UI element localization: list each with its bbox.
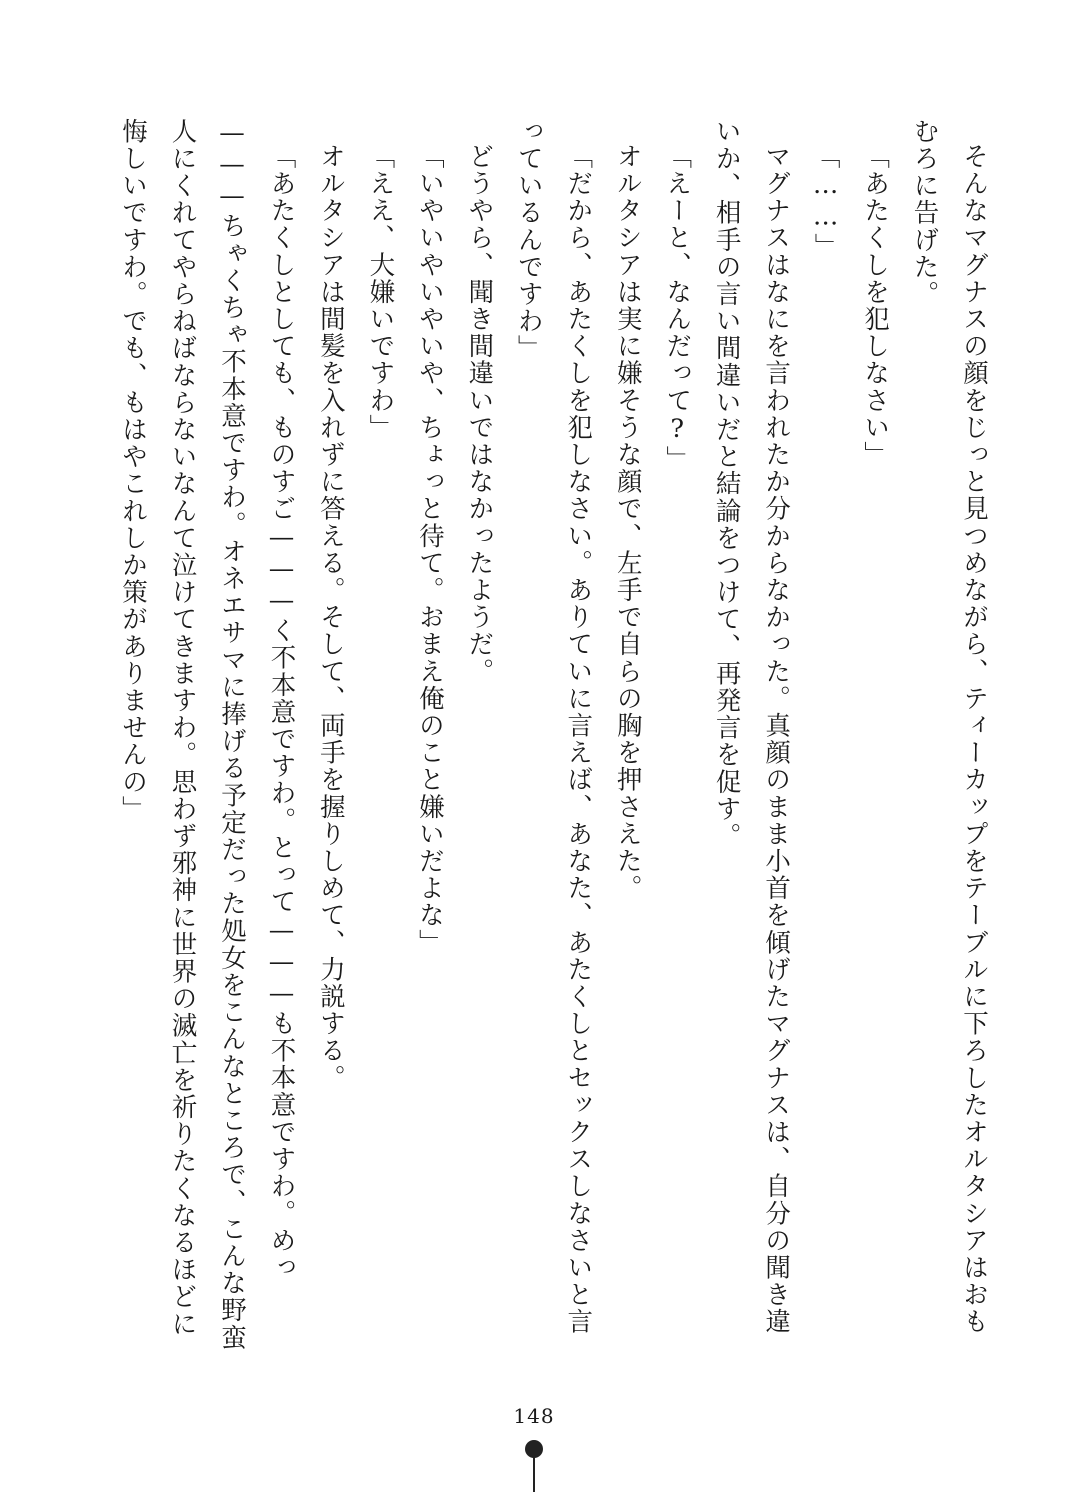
paragraph: オルタシアは間髪を入れずに答える。そして、両手を握りしめて、力説する。: [315, 143, 346, 1092]
paragraph: 「……」: [810, 143, 841, 261]
page-number: 148: [513, 1404, 555, 1428]
paragraph: 「だから、あたくしを犯しなさい。ありていに言えば、あなた、あたくしとセックスしなさいと言っているんですわ」: [513, 118, 594, 1336]
pin-decoration-icon: [521, 1440, 547, 1492]
paragraph: 「えーと、なんだって?」: [662, 143, 693, 473]
paragraph: 「あたくしとしても、ものすご———く不本意ですわ。とって———も不本意ですわ。めっ———ちゃくちゃ不本意ですわ。オネエサマに捧げる予定だった処女をこんなところで、こんな野蛮人にくれてやらねばならないなんて泣けてきますわ。思わず邪神に世界の滅亡を祈りたくなるほどに悔しいですわ。でも、もはやこれしか策がありませんの」: [118, 118, 297, 1351]
paragraph: どうやら、聞き間違いではなかったようだ。: [464, 143, 495, 685]
paragraph: 「あたくしを犯しなさい」: [860, 143, 891, 469]
page-text-body: [118, 118, 998, 1358]
paragraph: マグナスはなにを言われたか分からなかった。真顔のまま小首を傾げたマグナスは、自分の聞き違いか、相手の言い間違いだと結論をつけて、再発言を促す。: [711, 118, 792, 1336]
paragraph: そんなマグナスの顔をじっと見つめながら、ティーカップをテーブルに下ろしたオルタシアはおもむろに告げた。: [909, 118, 989, 1336]
paragraph: オルタシアは実に嫌そうな顔で、左手で自らの胸を押さえた。: [612, 143, 643, 902]
paragraph: 「いやいやいやいや、ちょっと待て。おまえ俺のこと嫌いだよな」: [414, 143, 445, 956]
paragraph: 「ええ、大嫌いですわ」: [365, 143, 396, 442]
pin-stem-icon: [533, 1456, 535, 1492]
